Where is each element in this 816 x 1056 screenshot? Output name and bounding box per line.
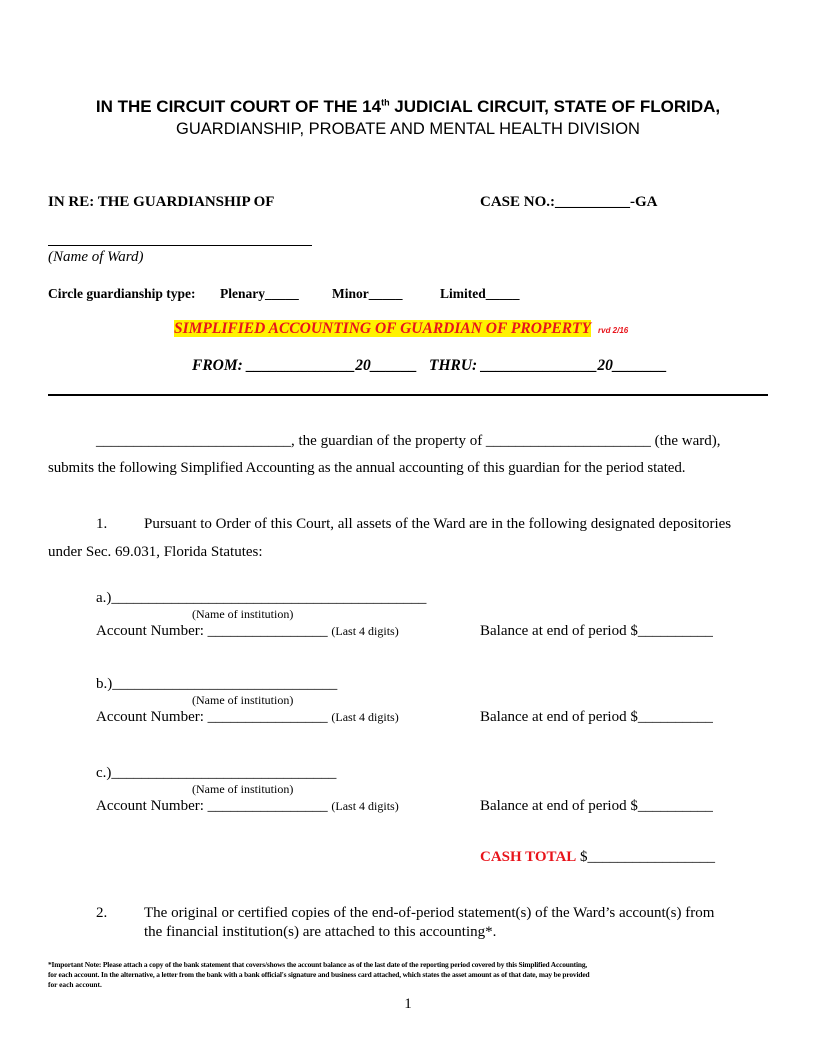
court-division: GUARDIANSHIP, PROBATE AND MENTAL HEALTH DIVISION xyxy=(176,120,640,138)
page-number: 1 xyxy=(404,996,412,1012)
court-header-post: JUDICIAL CIRCUIT, STATE OF FLORIDA, xyxy=(389,97,721,116)
limited-option: Limited_____ xyxy=(440,286,520,301)
court-header-pre: IN THE CIRCUIT COURT OF THE 14 xyxy=(95,97,382,116)
case-number: CASE NO.:__________-GA xyxy=(480,194,658,210)
period-from: FROM: ______________20______ xyxy=(192,357,418,374)
footnote-line1: *Important Note: Please attach a copy of the bank statement that covers/shows the account balance as of the last date of the reporting period covered by this Simplified Accounting, xyxy=(48,960,588,969)
cash-total xyxy=(480,849,715,866)
para1-line1: Pursuant to Order of this Court, all assets of the Ward are in the following designated depositories xyxy=(144,516,732,532)
account-balance: Balance at end of period $__________ xyxy=(480,798,713,814)
last4-label: (Last 4 digits) xyxy=(331,624,399,638)
footnote-line2: for each account. In the alternative, a letter from the bank with a bank official's signature and business card attached, which states the asset amount as of that date, may be provided xyxy=(48,970,590,979)
ward-name-line xyxy=(48,245,312,246)
institution-label: (Name of institution) xyxy=(192,782,294,796)
document-title xyxy=(174,320,628,338)
last4-label: (Last 4 digits) xyxy=(331,710,399,724)
account-balance: Balance at end of period $__________ xyxy=(480,623,713,639)
cash-total-value: $_________________ xyxy=(580,849,716,865)
institution-line: ______________________________ xyxy=(112,676,338,692)
account-number-label: Account Number: ________________ xyxy=(96,709,328,725)
account-letter: a.) xyxy=(96,590,112,606)
para1-line2: under Sec. 69.031, Florida Statutes: xyxy=(48,544,263,560)
minor-option: Minor_____ xyxy=(332,286,403,301)
period-thru: THRU: _______________20_______ xyxy=(429,357,668,374)
para2-number: 2. xyxy=(96,905,108,921)
account-a-name xyxy=(96,590,426,607)
account-number xyxy=(96,709,399,726)
plenary-option: Plenary_____ xyxy=(220,286,299,301)
intro-line1: __________________________, the guardian of the property of ______________________ (the ward), xyxy=(96,433,721,449)
account-c-name xyxy=(96,765,336,782)
name-of-ward-label: (Name of Ward) xyxy=(48,249,144,265)
circle-type-label: Circle guardianship type: xyxy=(48,286,196,301)
account-letter: b.) xyxy=(96,676,113,692)
para2-line2: the financial institution(s) are attached to this accounting*. xyxy=(144,924,497,940)
account-number-label: Account Number: ________________ xyxy=(96,623,328,639)
last4-label: (Last 4 digits) xyxy=(331,799,399,813)
account-number-label: Account Number: ________________ xyxy=(96,798,328,814)
account-number xyxy=(96,798,399,815)
account-balance: Balance at end of period $__________ xyxy=(480,709,713,725)
footnote-line3: for each account. xyxy=(48,980,102,989)
in-re-label: IN RE: THE GUARDIANSHIP OF xyxy=(48,194,275,210)
institution-line: ______________________________ xyxy=(111,765,337,781)
institution-label: (Name of institution) xyxy=(192,693,294,707)
institution-line: __________________________________________ xyxy=(111,590,427,606)
intro-line2: submits the following Simplified Accounting as the annual accounting of this guardian for the period stated. xyxy=(48,460,686,476)
institution-label: (Name of institution) xyxy=(192,607,294,621)
para2-line1: The original or certified copies of the end-of-period statement(s) of the Ward’s account(s) from xyxy=(144,905,715,921)
account-number xyxy=(96,623,399,640)
revision-tag: rvd 2/16 xyxy=(598,326,629,335)
section-divider xyxy=(48,394,768,396)
title-text: SIMPLIFIED ACCOUNTING OF GUARDIAN OF PROPERTY xyxy=(174,320,591,337)
court-header-sup: th xyxy=(381,97,390,108)
account-b-name xyxy=(96,676,337,693)
cash-total-label: CASH TOTAL xyxy=(480,849,577,865)
para1-number: 1. xyxy=(96,516,108,532)
court-header-line1 xyxy=(0,97,816,117)
account-letter: c.) xyxy=(96,765,112,781)
